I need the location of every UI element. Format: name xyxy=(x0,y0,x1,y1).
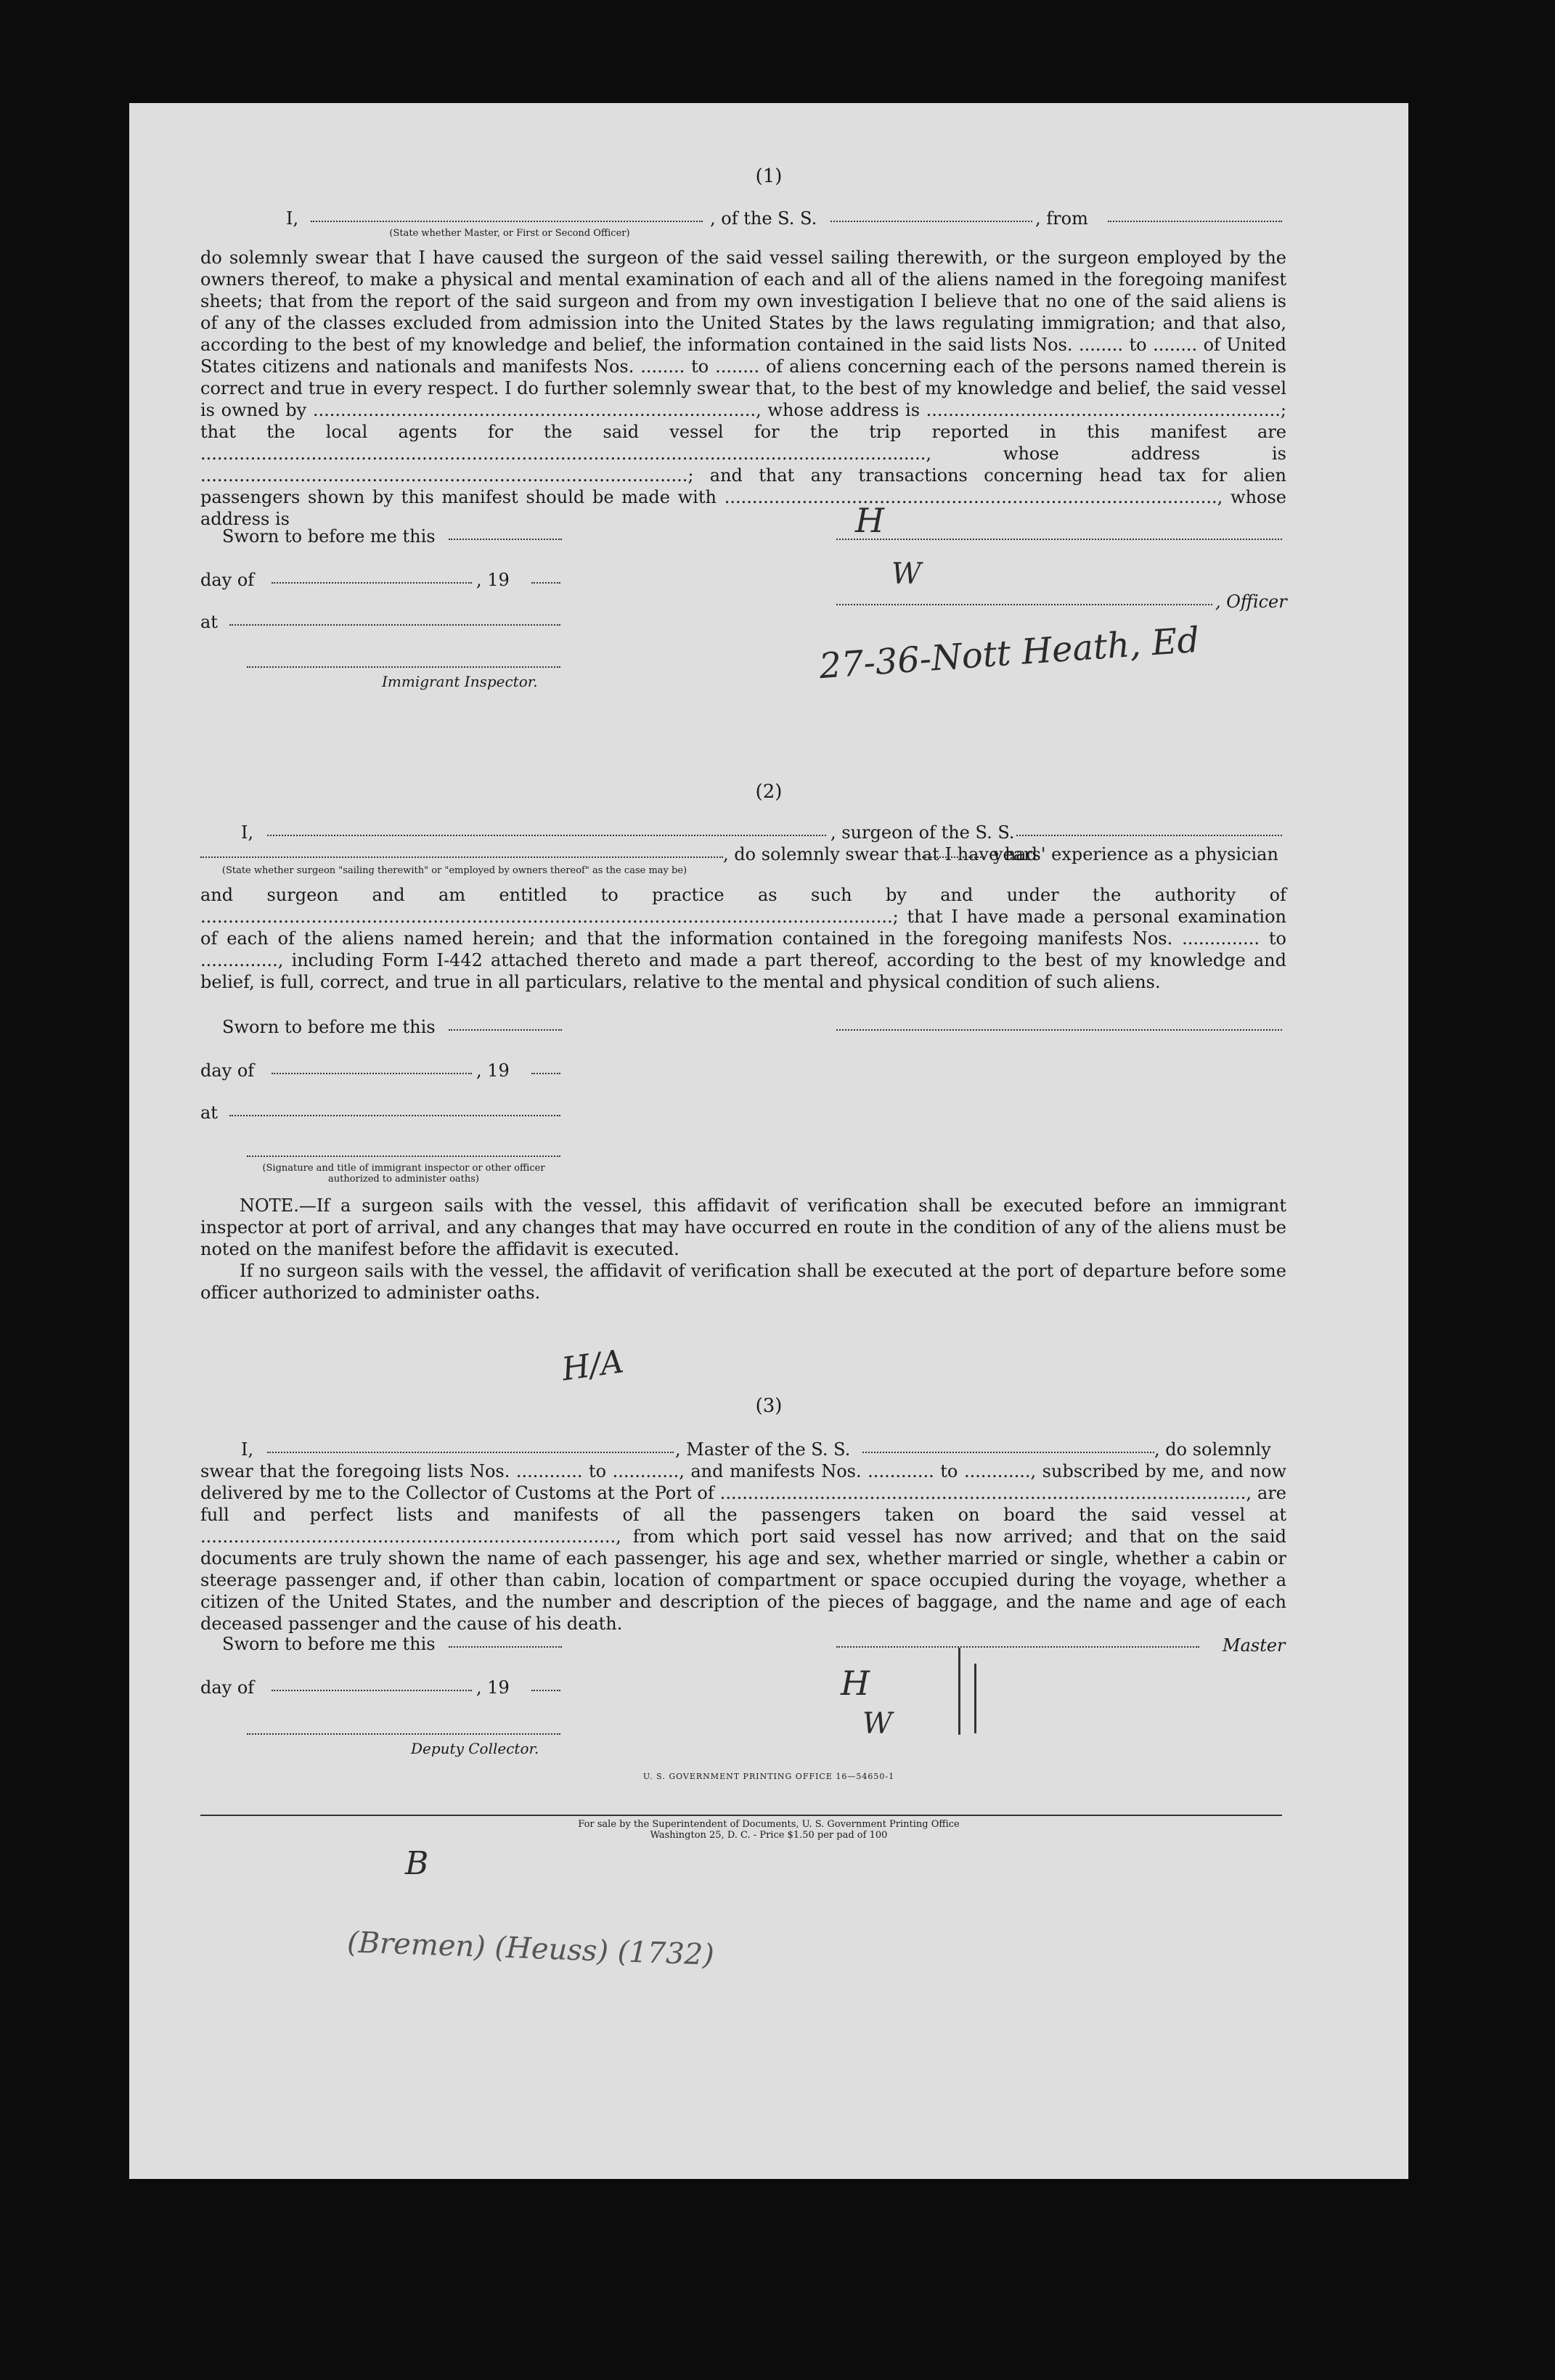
handwritten-initials: H xyxy=(841,1664,870,1703)
handwritten-annotation: 27-36-Nott Heath, Ed xyxy=(817,619,1201,687)
section-1-day-of: day of xyxy=(200,570,255,590)
section-2-do-swear: , do solemnly swear that I have had xyxy=(723,844,1037,864)
handwritten-initials: H xyxy=(855,501,885,540)
section-3-collector-signature[interactable] xyxy=(247,1733,560,1735)
manifest-affidavit-sheet xyxy=(129,103,1408,2179)
section-1-at: at xyxy=(200,612,218,632)
section-3-do-solemnly: , do solemnly xyxy=(1154,1439,1271,1460)
section-2-surgeon-signature[interactable] xyxy=(836,1029,1282,1031)
bleed-through xyxy=(536,539,555,604)
section-2-surgeon-of: , surgeon of the S. S. xyxy=(830,822,1015,843)
section-1-day-blank[interactable] xyxy=(272,582,472,584)
handwritten-annotation: (Bremen) (Heuss) (1732) xyxy=(346,1926,715,1972)
section-1-inspector-signature[interactable] xyxy=(247,666,560,668)
footer-rule xyxy=(200,1815,1282,1816)
section-1-officer-signature-2[interactable] xyxy=(836,604,1212,605)
section-1-ship-blank[interactable] xyxy=(830,221,1032,222)
section-1-year-blank[interactable] xyxy=(531,582,560,584)
section-2-at: at xyxy=(200,1103,218,1123)
handwritten-annotation: H/A xyxy=(559,1343,627,1389)
section-3-master-signature[interactable] xyxy=(836,1646,1199,1648)
section-1-sworn-blank[interactable] xyxy=(449,539,562,540)
section-3-i: I, xyxy=(241,1439,254,1460)
handwritten-initials: W xyxy=(862,1707,893,1741)
handwritten-stroke xyxy=(958,1648,960,1735)
section-2-sworn-blank[interactable] xyxy=(449,1029,562,1031)
section-1-from-blank[interactable] xyxy=(1108,221,1282,222)
section-2-i: I, xyxy=(241,822,254,843)
section-3-day-blank[interactable] xyxy=(272,1690,472,1691)
section-2-years-blank[interactable] xyxy=(922,856,984,858)
section-3-day-of: day of xyxy=(200,1677,255,1698)
section-2-signer-title: (Signature and title of immigrant inspector or other officer authorized to administer oaths) xyxy=(262,1163,545,1185)
section-1-number: (1) xyxy=(755,165,783,187)
section-2-note: If no surgeon sails with the vessel, the affidavit of verification shall be executed at the port of departure before some officer authorized to administer oaths. xyxy=(200,1261,1286,1303)
section-2-number: (2) xyxy=(755,781,783,803)
section-1-i: I, xyxy=(286,208,299,229)
section-2-note: NOTE.—If a surgeon sails with the vessel, this affidavit of verification shall be executed before an immigrant inspector at port of arrival, and any changes that may have occurred en route in the condition of any of the aliens must be noted on the manifest before the affidavit is executed. xyxy=(200,1195,1286,1259)
section-3-ship-blank[interactable] xyxy=(862,1452,1154,1453)
section-3-master-of: , Master of the S. S. xyxy=(675,1439,851,1460)
section-2-capacity-blank[interactable] xyxy=(200,856,723,858)
section-2-ship-blank[interactable] xyxy=(1016,835,1282,836)
section-1-year: , 19 xyxy=(476,570,510,590)
section-2-state-note: (State whether surgeon "sailing therewith" or "employed by owners thereof" as the case may be) xyxy=(221,865,687,876)
section-3-sworn-blank[interactable] xyxy=(449,1646,562,1648)
section-2-day-blank[interactable] xyxy=(272,1073,472,1074)
handwritten-stroke xyxy=(974,1664,976,1733)
section-3-year: , 19 xyxy=(476,1677,510,1698)
section-2-body: and surgeon and am entitled to practice as such by and under the authority of .............................................................................................................................; that I have made a personal examination of each of the aliens named herein; and that the information contained in the foregoing manifests Nos. .............. to .............., including Form I-442 attached thereto and made a part thereof, according to the best of my knowledge and belief, is full, correct, and true in all particulars, relative to the mental and physical condition of such aliens. xyxy=(200,885,1286,992)
section-1-sworn: Sworn to before me this xyxy=(222,526,436,547)
section-1-from: , from xyxy=(1035,208,1088,229)
handwritten-initials: W xyxy=(891,557,922,591)
section-3-number: (3) xyxy=(755,1395,783,1417)
sale-notice: For sale by the Superintendent of Documents, U. S. Government Printing Office xyxy=(578,1819,960,1830)
sale-notice: Washington 25, D. C. - Price $1.50 per pad of 100 xyxy=(650,1830,888,1841)
section-3-sworn: Sworn to before me this xyxy=(222,1634,436,1654)
section-3-body: swear that the foregoing lists Nos. ............ to ............, and manifests Nos. ............ to ............, subscribed by me, and now delivered by me to the Collector of Customs at the Port of ..............................................................................................., are full and perfect lists and manifests of all the passengers taken on board the said vessel at ..........................................................................., from which port said vessel has now arrived; and that on the said documents are truly shown the name of each passenger, his age and sex, whether married or single, whether a cabin or steerage passenger and, if other than cabin, location of compartment or space occupied during the voyage, whether a citizen of the United States, and the number and description of the pieces of baggage, and the name and age of each deceased passenger and the cause of his death. xyxy=(200,1461,1286,1634)
section-3-year-blank[interactable] xyxy=(531,1690,560,1691)
section-2-years: years' experience as a physician xyxy=(993,844,1278,864)
handwritten-stamp: B xyxy=(405,1845,429,1882)
section-2-at-blank[interactable] xyxy=(229,1115,560,1116)
section-1-officer-blank[interactable] xyxy=(311,221,703,222)
section-2-sworn: Sworn to before me this xyxy=(222,1017,436,1037)
section-1-officer-signature-1[interactable] xyxy=(836,539,1282,540)
section-1-of-ss: , of the S. S. xyxy=(710,208,817,229)
section-1-officer-label: , Officer xyxy=(1215,592,1287,612)
section-2-year: , 19 xyxy=(476,1060,510,1081)
section-3-master-blank[interactable] xyxy=(267,1452,674,1453)
section-1-state-note: (State whether Master, or First or Second Officer) xyxy=(389,228,630,239)
section-2-inspector-signature[interactable] xyxy=(247,1156,560,1157)
section-2-year-blank[interactable] xyxy=(531,1073,560,1074)
gpo-imprint: U. S. GOVERNMENT PRINTING OFFICE 16—54650-1 xyxy=(642,1772,895,1781)
section-2-surgeon-blank[interactable] xyxy=(267,835,826,836)
section-3-signer-title: Deputy Collector. xyxy=(411,1740,539,1757)
section-1-at-blank[interactable] xyxy=(229,624,560,626)
section-3-master-label: Master xyxy=(1223,1635,1286,1656)
section-1-signer-title: Immigrant Inspector. xyxy=(382,673,538,690)
section-2-day-of: day of xyxy=(200,1060,255,1081)
section-1-body: do solemnly swear that I have caused the surgeon of the said vessel sailing therewith, or the surgeon employed by the owners thereof, to make a physical and mental examination of each and all of the aliens named in the foregoing manifest sheets; that from the report of the said surgeon and from my own investigation I believe that no one of the said aliens is of any of the classes excluded from admission into the United States by the laws regulating immigration; and that also, according to the best of my knowledge and belief, the information contained in the said lists Nos. ........ to ........ of United States citizens and nationals and manifests Nos. ........ to ........ of aliens concerning each of the persons named therein is correct and true in every respect. I do further solemnly swear that, to the best of my knowledge and belief, the said vessel is owned by ................................................................................, whose address is ................................................................; that the local agents for the said vessel for the trip reported in this manifest are ..................................................................................................................................., whose address is ........................................................................................; and that any transactions concerning head tax for alien passengers shown by this manifest should be made with ........................................................................................., whose address is xyxy=(200,248,1286,529)
